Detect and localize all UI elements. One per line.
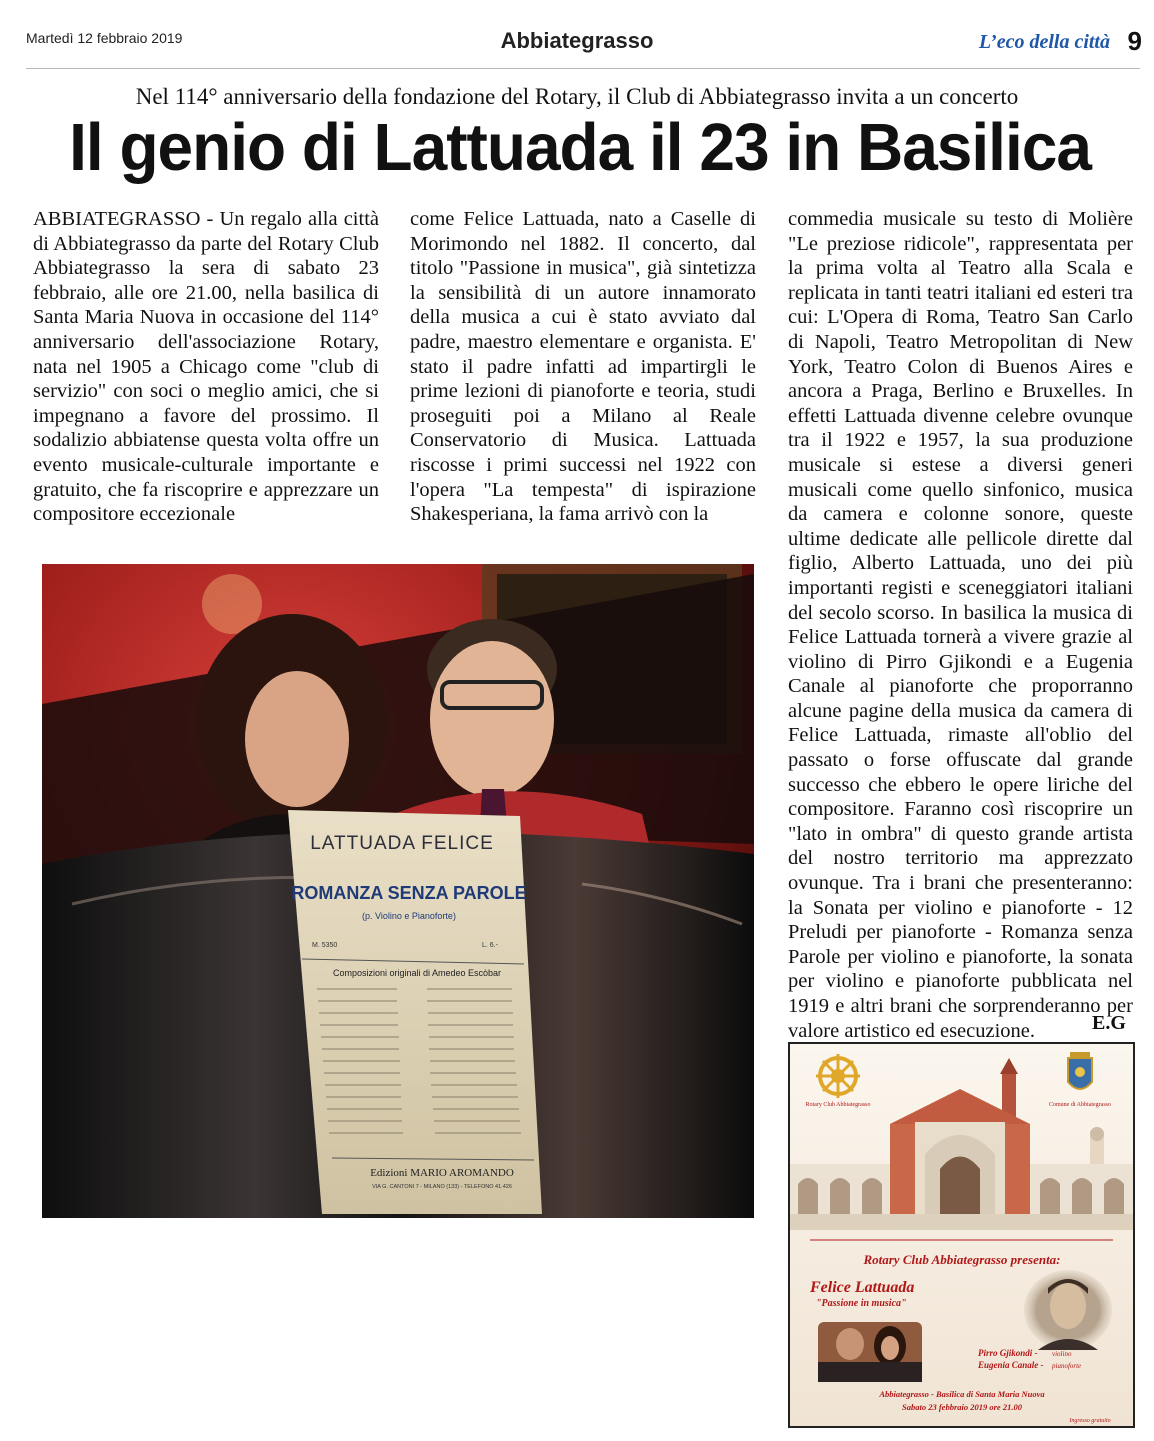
sheet-publisher: Edizioni MARIO AROMANDO xyxy=(370,1167,514,1179)
poster-venue: Abbiategrasso - Basilica di Santa Maria Nuova xyxy=(879,1389,1045,1399)
poster-performer-1-name: Pirro Gjikondi - xyxy=(978,1348,1038,1358)
poster-presents: Rotary Club Abbiategrasso presenta: xyxy=(863,1252,1061,1267)
author-signature: E.G xyxy=(1092,1012,1126,1034)
comune-crest-icon xyxy=(1068,1052,1092,1089)
article-column-1: ABBIATEGRASSO - Un regalo alla città di Abbiategrasso da parte del Rotary Club Abbiategrasso la sera di sabato 23 febbraio, alle ore 21.00, nella basilica di Santa Maria Nuova in occasione del 114° anniversario dell'associazione Rotary, nata nel 1905 a Chicago come "club di servizio" con soci o meglio amici, che si impegnano a favore del prossimo. Il sodalizio abbiatense questa volta offre un evento musicale-culturale importante e gratuito, che fa riscoprire e apprezzare un compositore eccezionale xyxy=(33,208,379,526)
poster-musicians-photo xyxy=(818,1322,922,1382)
article-column-2: come Felice Lattuada, nato a Caselle di Morimondo nel 1882. Il concerto, dal titolo "Passione in musica", già sintetizza la sensibilità di un autore innamorato della musica a cui è stato avviato dal padre, maestro elementare e organista. E' stato il padre infatti ad impartirgli le prime lezioni di pianoforte e teoria, studi proseguiti poi a Milano al Reale Conservatorio di Musica. Lattuada riscosse i primi successi nel 1922 con l'opera "La tempesta" di ispirazione Shakesperiana, la fama arrivò con la xyxy=(410,208,756,526)
poster-concert-title: "Passione in musica" xyxy=(816,1298,907,1309)
sheet-title: ROMANZA SENZA PAROLE xyxy=(291,883,527,903)
sheet-composer: LATTUADA FELICE xyxy=(310,833,494,854)
photo-illustration xyxy=(42,564,754,1218)
poster-left-caption: Rotary Club Abbiategrasso xyxy=(805,1102,871,1108)
poster-entry: Ingresso gratuito xyxy=(1069,1418,1111,1424)
poster-right-caption: Comune di Abbiategrasso xyxy=(1049,1102,1111,1108)
poster-performer-2-role: pianoforte xyxy=(1052,1362,1082,1370)
header-divider xyxy=(26,68,1140,69)
sheet-list-title: Composizioni originali di Amedeo Escòbar xyxy=(332,968,502,978)
poster-performer-1-role: violino xyxy=(1052,1350,1072,1358)
newspaper-name: L’eco della città xyxy=(978,31,1110,53)
article-column-3: commedia musicale su testo di Molière "Le preziose ridicole", rappresentata per la prima volta al Teatro alla Scala e replicata in tanti teatri italiani ed esteri tra cui: L'Opera di Roma, Teatro San Carlo di Napoli, Teatro Metropolitan di New York, Teatro Colon di Buenos Aires e ancora a Praga, Berlino e Bruxelles. In effetti Lattuada divenne celebre ovunque tra il 1922 e 1957, la sua produzione musicale si estese a diversi generi musicali come quello sinfonico, musica da camera e colonne sonore, queste ultime dedicate alle pellicole dirette dal figlio, Alberto Lattuada, uno dei più importanti registi e sceneggiatori italiani del secolo scorso. In basilica la musica di Felice Lattuada tornerà a vivere grazie al violino di Pirro Gjikondi e a Eugenia Canale al pianoforte che proporranno alcune pagine della musica da camera di Felice Lattuada, rimaste all'oblio del passato o forse offuscate dal grande successo che ebbero le opere liriche del compositore. Faranno così riscoprire un "lato in ombra" di questo grande artista del nostro territorio ma apprezzato ovunque. Tra i brani che presenteranno: la Sonata per violino e pianoforte - 12 Preludi per pianoforte - Romanza senza Parole per violino e pianoforte, la sonata per violino e pianoforte pubblicata nel 1919 e altri brani che sorprenderanno per valore artistico ed esecuzione. xyxy=(788,208,1133,1042)
article-headline: Il genio di Lattuada il 23 in Basilica xyxy=(69,109,1091,185)
issue-date: Martedì 12 febbraio 2019 xyxy=(26,30,183,46)
page-number: 9 xyxy=(1127,26,1142,56)
composer-portrait xyxy=(1024,1270,1112,1350)
poster-date-time: Sabato 23 febbraio 2019 ore 21.00 xyxy=(902,1402,1022,1412)
section-title: Abbiategrasso xyxy=(500,28,654,53)
sheet-code: M. 5350 xyxy=(312,942,338,949)
article-photo xyxy=(42,564,754,1218)
sheet-price: L. 6.- xyxy=(482,942,498,949)
poster-composer-name: Felice Lattuada xyxy=(810,1279,915,1296)
poster-illustration xyxy=(790,1044,1133,1426)
poster-performer-2-name: Eugenia Canale - xyxy=(978,1360,1044,1370)
article-kicker: Nel 114° anniversario della fondazione del Rotary, il Club di Abbiategrasso invita a un concerto xyxy=(135,84,1019,109)
event-poster xyxy=(788,1042,1135,1428)
sheet-address: VIA G. CANTONI 7 - MILANO (133) - TELEFONO 41.426 xyxy=(372,1184,512,1190)
sheet-subtitle: (p. Violino e Pianoforte) xyxy=(362,911,456,921)
